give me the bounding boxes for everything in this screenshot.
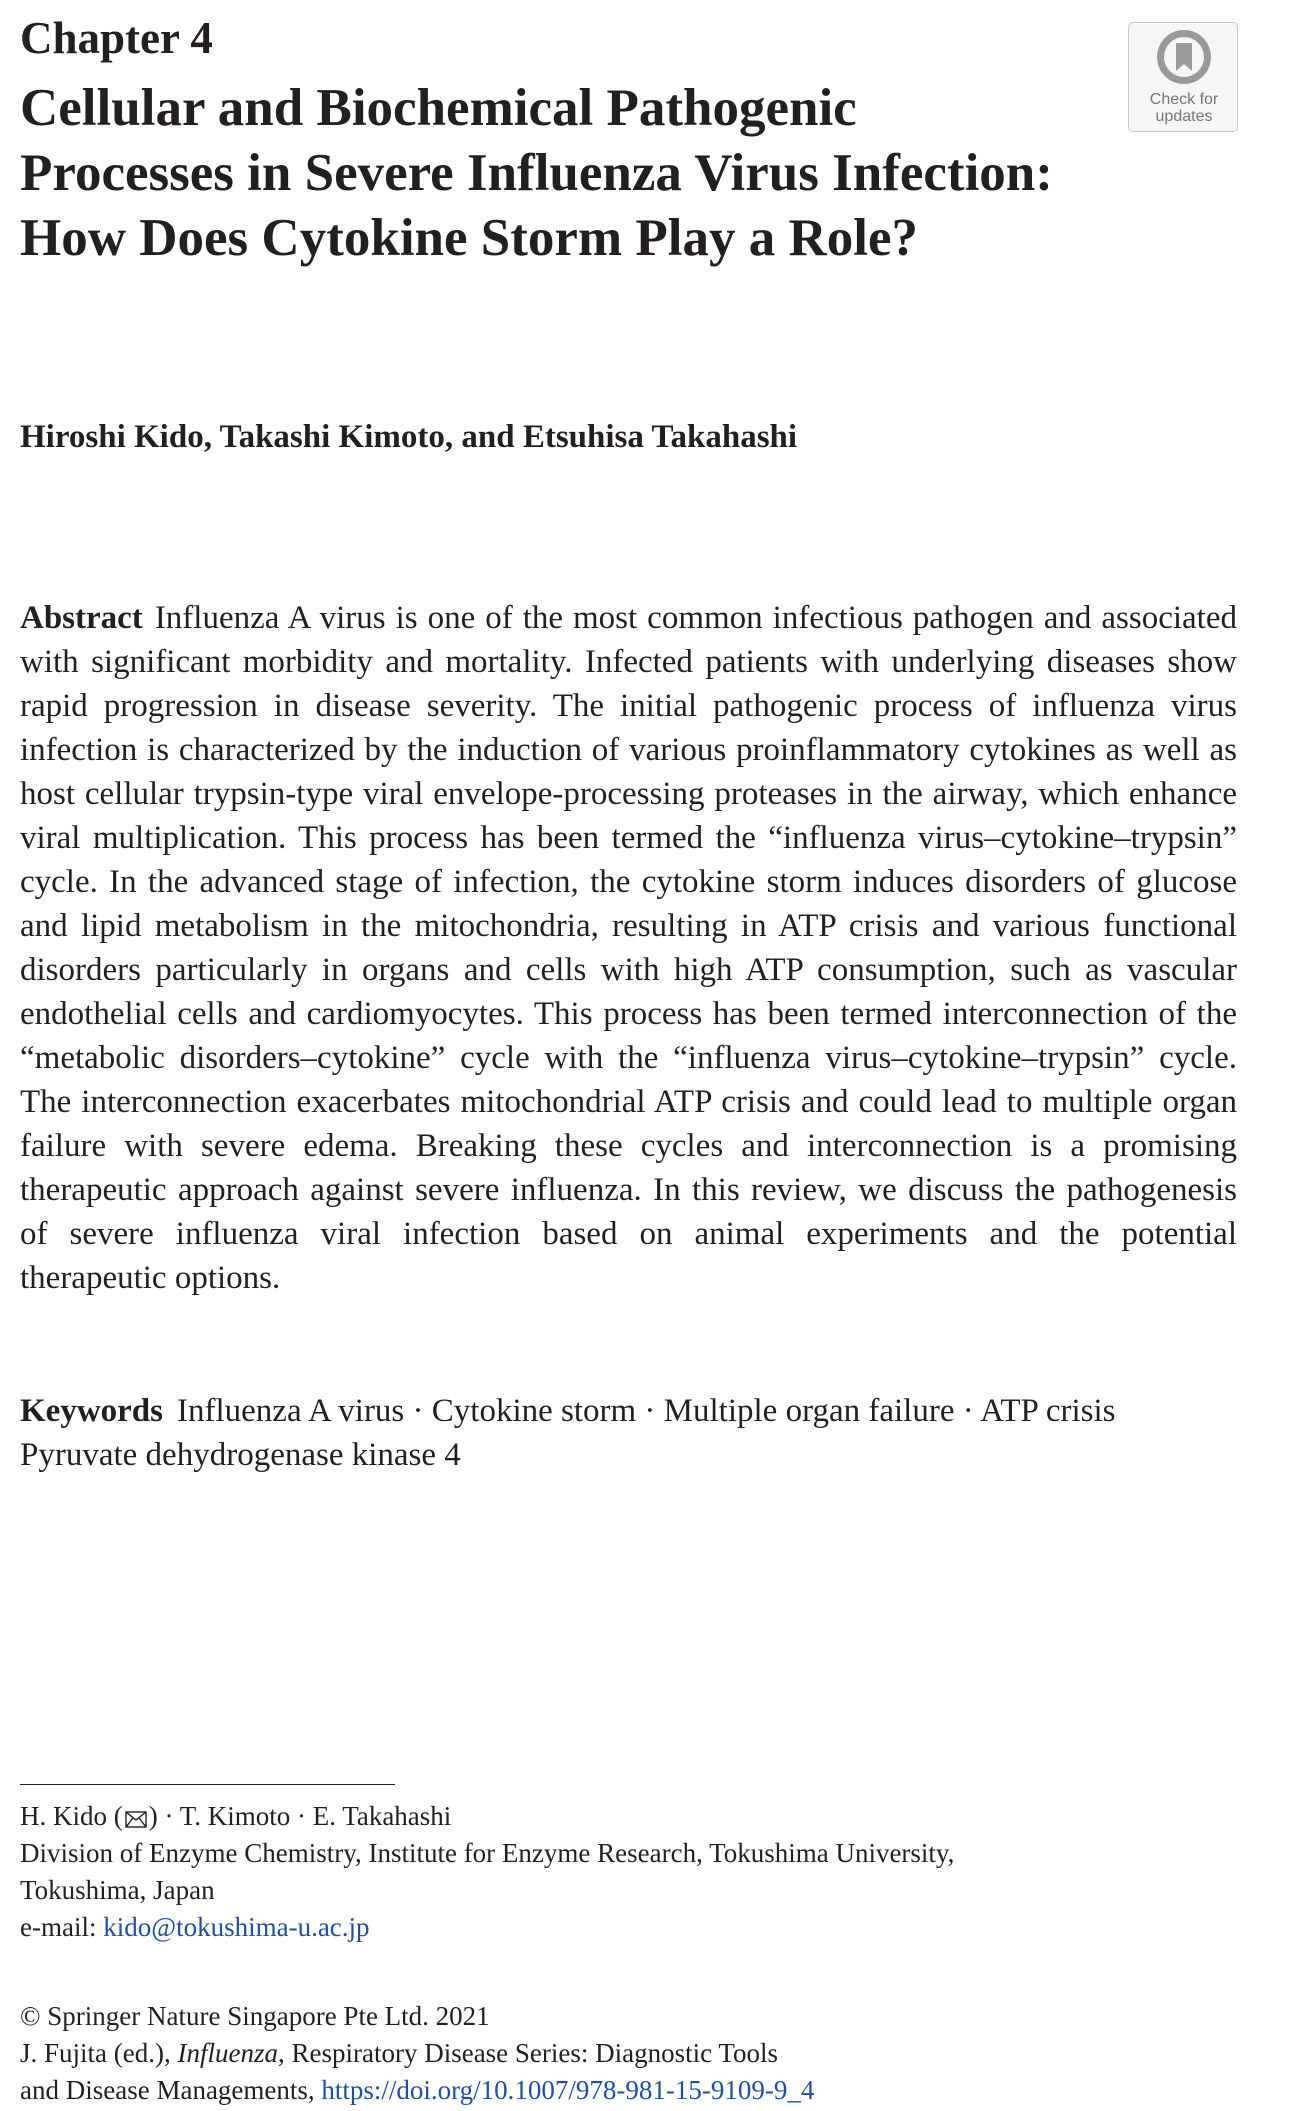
corresponding-author: H. Kido ( (20, 1801, 123, 1831)
affiliation (20, 1798, 1237, 1946)
badge-line-2: updates (1155, 108, 1213, 125)
footnote-divider (20, 1784, 395, 1785)
check-for-updates-icon (1155, 28, 1213, 86)
citation-book-title: Influenza (177, 2038, 278, 2068)
copyright-notice: © Springer Nature Singapore Pte Ltd. 2021 (20, 2001, 490, 2031)
envelope-icon (125, 1811, 147, 1828)
keywords-line-2: Pyruvate dehydrogenase kinase 4 (20, 1437, 461, 1473)
institution: Division of Enzyme Chemistry, Institute for Enzyme Research, Tokushima University, (20, 1838, 955, 1868)
badge-line-1: Check for (1149, 91, 1219, 108)
chapter-title: Cellular and Biochemical Pathogenic Processes in Severe Influenza Virus Infection: How Does Cytokine Storm Play a Role? (20, 79, 1053, 267)
affiliation-authors (20, 1798, 1237, 1835)
keywords-heading: Keywords (20, 1393, 163, 1429)
keywords (20, 1389, 1237, 1477)
abstract-heading: Abstract (20, 600, 143, 636)
citation-series-cont: and Disease Managements, (20, 2075, 322, 2105)
chapter-label: Chapter 4 (20, 13, 213, 63)
author-list: Hiroshi Kido, Takashi Kimoto, and Etsuhisa Takahashi (20, 419, 798, 455)
check-for-updates-label (1129, 91, 1239, 125)
email-label: e-mail: (20, 1912, 104, 1942)
citation-editor: J. Fujita (ed.), (20, 2038, 178, 2068)
location: Tokushima, Japan (20, 1875, 215, 1905)
co-authors: ) · T. Kimoto · E. Takahashi (148, 1801, 452, 1831)
publication-info (20, 1998, 1237, 2109)
check-for-updates-badge[interactable] (1128, 22, 1238, 132)
email-link[interactable]: kido@tokushima-u.ac.jp (103, 1912, 370, 1942)
keywords-line-1: Influenza A virus · Cytokine storm · Multiple organ failure · ATP crisis (177, 1393, 1116, 1429)
abstract (20, 596, 1237, 1300)
abstract-text: Influenza A virus is one of the most common infectious pathogen and associated with significant morbidity and mortality. Infected patients with underlying diseases show rapid progression in disease severity. The initial pathogenic process of influenza virus infection is characterized by the induction of various proinflammatory cytokines as well as host cellular trypsin-type viral envelope-processing proteases in the airway, which enhance viral multiplication. This process has been termed the “influenza virus–cytokine–trypsin” cycle. In the advanced stage of infection, the cytokine storm induces disorders of glucose and lipid metabolism in the mitochondria, resulting in ATP crisis and various functional disorders particularly in organs and cells with high ATP consumption, such as vascular endothelial cells and cardiomyocytes. This process has been termed interconnection of the “metabolic disorders–cytokine” cycle with the “influenza virus–cytokine–trypsin” cycle. The interconnection exacerbates mitochondrial ATP crisis and could lead to multiple organ failure with severe edema. Breaking these cycles and interconnection is a promising therapeutic approach against severe influenza. In this review, we discuss the pathogenesis of severe influenza viral infection based on animal experiments and the potential therapeutic options. (20, 600, 1237, 1296)
citation-series: , Respiratory Disease Series: Diagnostic Tools (277, 2038, 779, 2068)
doi-link[interactable]: https://doi.org/10.1007/978-981-15-9109-9_4 (321, 2075, 815, 2105)
